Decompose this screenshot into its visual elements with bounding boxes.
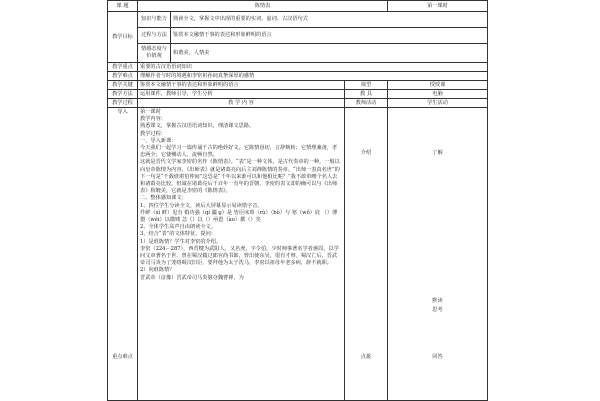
student-act: 思考 [432, 307, 443, 313]
content-line: 2、全体学生高声自由朗读全文。 [140, 224, 216, 231]
objective-content: 鉴赏本文融情于事的表达和形象鲜明的语言 [171, 28, 488, 44]
teacher-act: 介绍 [360, 150, 372, 156]
process-content-header: 教 学 内 容 [138, 99, 345, 108]
lesson-plan-table [107, 0, 488, 401]
difficulty-content: 理解作者与时的境遇和李密祖孙间真挚深厚的感情 [138, 72, 488, 81]
topic-label: 课 题 [108, 1, 138, 12]
content-line: 熟悉课文，掌握古汉语语词知识，理清课文思路。 [140, 123, 255, 130]
key-points-content: 重要的古汉语语词知识 [138, 63, 488, 72]
method-label: 教学方法 [108, 90, 138, 99]
stage-key-difficulty: 重点难点 [112, 354, 133, 360]
content-line: 2）向谁陈情？ [140, 267, 175, 274]
lesson-plan-page [107, 0, 487, 400]
stage-intro: 导入 [117, 109, 128, 115]
student-activity-header: 学生活动 [388, 99, 488, 108]
key-issue-content: 鉴赏本文融情于事的表达和形象鲜明的语言 [138, 81, 345, 90]
teacher-activity-header: 教师活动 [345, 99, 388, 108]
difficulty-label: 教学难点 [108, 72, 138, 81]
process-label: 教学过程 [108, 99, 138, 108]
content-line: 第一课时 [140, 109, 161, 115]
teacher-activity-column [345, 108, 388, 401]
key-issue-label: 教学关键 [108, 81, 138, 90]
tools-value: 电脑 [388, 90, 488, 99]
objective-category: 情感态度与价值观 [138, 44, 171, 63]
content-line: 这就是晋代文学家李密的名作《陈情表》。“表”是一种文体，是古代奏章的一种，一般以向皇帝陈情为内容。《出师表》就是诸葛亮向后主刘禅陈情的奏章。“出师一表真名世”的下一句是“千载谁堪伯仲间”这恐是“千年以来谁可以和他相比呢？”我不敢单噢个名人去和诸葛亮比较，但诚在诸葛亮后千百年一有年的晋朝，李密的表文却的确可以与《出师表》相媲美，它就是李密的《陈情表》。 [140, 159, 340, 195]
student-act: 回答 [432, 354, 443, 360]
content-line: 今天我们一起学习一篇传诵千古的绝妙好文，它陈情恳切，言辞婉转；它情理兼备，孝忠两全；它悽恻动人，流畅自然。 [140, 145, 338, 159]
content-line: 晋武帝（彦豫）晋武帝司马炎篡夺魏曹禅，为 [140, 274, 244, 281]
objectives-label: 教学目标 [108, 12, 138, 63]
content-line: 李密（224－287），西晋犍为武阳人，又名虔，字令伯，少时师事著名学者谯周，以学问文章著名于世。曾在蜀汉做过郎官尚书郎，曾出使东吴，很有才辩。蜀汉亡后，晋武帝司马炎为了笼络蜀汉旧臣，要拜他为太子洗马，李密以祖母年老多病，辞不就职。 [140, 245, 339, 267]
student-activity-column [388, 108, 488, 401]
content-line: 3、结合“表”的文体特征，提问： [140, 231, 217, 238]
student-act: 默读 [432, 298, 443, 304]
content-line: 件鲜（xì 鲜）见有 婚功强（qí 疆 ɡ）是 皆臣床蓐（rù）（bò）与 寒（wǒ）庇 （）薄 猥（wěi）以微贱 急（）以（）亟恩（ào）撰（）矣 [140, 209, 338, 224]
tools-label: 教 具 [345, 90, 388, 99]
key-points-label: 教学重点 [108, 63, 138, 72]
period-label: 第一课时 [388, 1, 488, 12]
objective-category: 过程与方法 [138, 28, 171, 44]
content-line: 教学过程： [140, 130, 166, 137]
content-line: 二、整体感知课文： [140, 195, 187, 202]
lesson-type-label: 课型 [345, 81, 388, 90]
objective-content: 和谐美，人情美 [171, 44, 488, 63]
content-line: 1、四位学生分读全文，读后大屏幕显示易读错字音。 [140, 202, 263, 209]
method-content: 运用课件，教师引导，学生分析 [138, 90, 345, 99]
lesson-type-value: 授授课 [388, 81, 488, 90]
student-act: 了解 [432, 150, 443, 156]
topic-title: 陈情表 [138, 1, 388, 12]
teacher-act: 点拨 [360, 354, 372, 360]
content-line: 教学内容： [140, 116, 166, 123]
objective-category: 知识与能力 [138, 12, 171, 28]
process-stage-column [108, 108, 138, 401]
process-content [138, 108, 345, 401]
objective-content: 熟读全文，掌握文中出现的重要的实词、虚词、古汉语句式 [171, 12, 488, 28]
content-line: 一、导入新课： [140, 137, 177, 144]
content-line: 1）是谁陈情？学生对李密的介绍。 [140, 238, 222, 245]
